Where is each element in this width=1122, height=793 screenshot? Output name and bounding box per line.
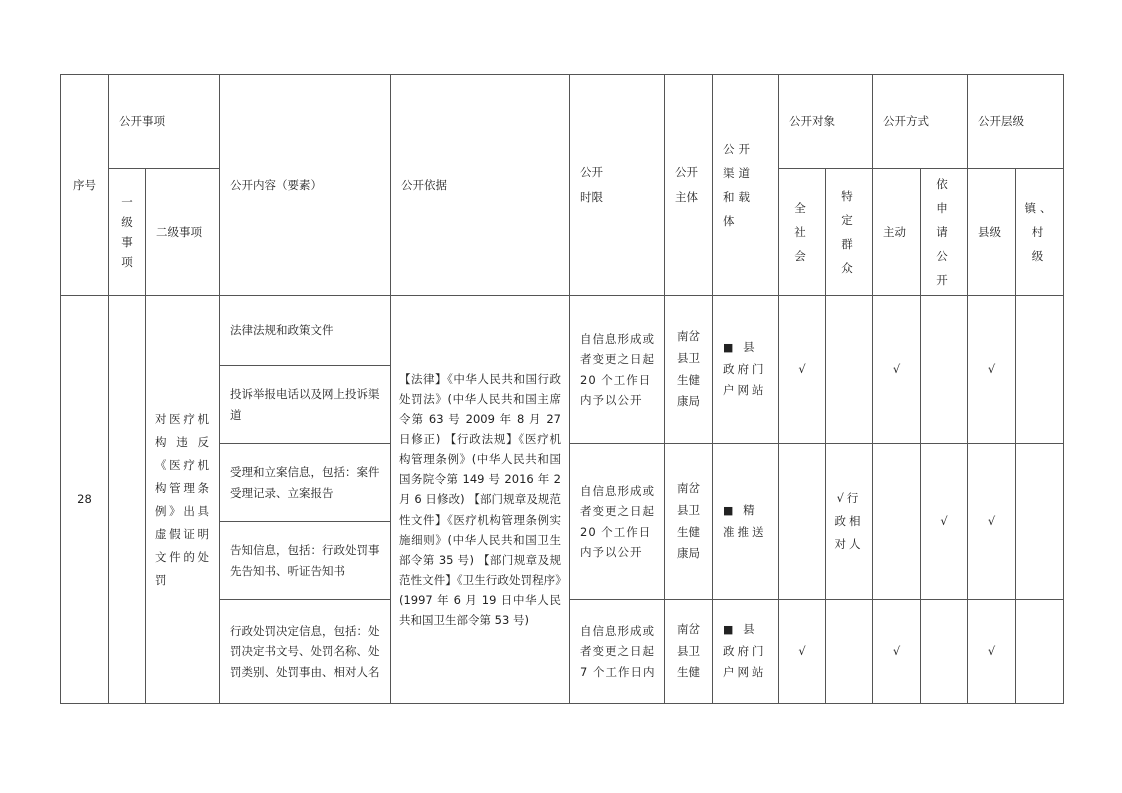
header-basis: 公开依据 bbox=[391, 75, 570, 296]
channel-3 bbox=[713, 600, 779, 704]
header-seq: 序号 bbox=[61, 75, 109, 296]
method-active-1: √ bbox=[873, 296, 921, 444]
header-level: 公开层级 bbox=[968, 75, 1064, 169]
target-specific-2: √行政相对人 bbox=[826, 444, 873, 600]
header-level-county: 县级 bbox=[968, 169, 1016, 296]
level-town-3 bbox=[1016, 600, 1064, 704]
header-level-town: 镇、村级 bbox=[1016, 169, 1064, 296]
row-seq: 28 bbox=[61, 296, 109, 704]
header-method-active: 主动 bbox=[873, 169, 921, 296]
channel-1 bbox=[713, 296, 779, 444]
header-target-all: 全社会 bbox=[779, 169, 826, 296]
row-level1 bbox=[109, 296, 146, 704]
channel-2 bbox=[713, 444, 779, 600]
square-bullet-icon: ■ bbox=[723, 622, 737, 636]
target-all-3: √ bbox=[779, 600, 826, 704]
level-county-3: √ bbox=[968, 600, 1016, 704]
time-limit-2: 自信息形成或者变更之日起 20 个工作日内予以公开 bbox=[570, 444, 665, 600]
channel-text-1: 县政府门户网站 bbox=[723, 339, 767, 398]
content-item-1: 法律法规和政策文件 bbox=[220, 296, 391, 366]
header-subject: 公开主体 bbox=[665, 75, 713, 296]
subject-2: 南岔县卫生健康局 bbox=[665, 444, 713, 600]
target-specific-1 bbox=[826, 296, 873, 444]
target-all-1: √ bbox=[779, 296, 826, 444]
channel-text-3: 县政府门户网站 bbox=[723, 621, 767, 680]
level-county-2: √ bbox=[968, 444, 1016, 600]
header-level2: 二级事项 bbox=[146, 169, 220, 296]
row-basis: 【法律】《中华人民共和国行政处罚法》(中华人民共和国主席令第 63 号 2009 年 8 月 27 日修正) 【行政法规】《医疗机构管理条例》(中华人民共和国国务院令第 149 号 2016 年 2 月 6 日修改) 【部门规章及规范性文件】《医疗机构管理条例实施细则》(中华人民共和国卫生部令第 35 号) 【部门规章及规范性文件】《卫生行政处罚程序》(1997 年 6 月 19 日中华人民共和国卫生部令第 53 号) bbox=[391, 296, 570, 704]
header-items: 公开事项 bbox=[109, 75, 220, 169]
header-level1: 一级事项 bbox=[109, 169, 146, 296]
target-all-2 bbox=[779, 444, 826, 600]
method-apply-2: √ bbox=[921, 444, 968, 600]
content-item-2: 投诉举报电话以及网上投诉渠道 bbox=[220, 366, 391, 444]
subject-3: 南岔县卫生健 bbox=[665, 600, 713, 704]
subject-1: 南岔县卫生健康局 bbox=[665, 296, 713, 444]
content-item-4: 告知信息，包括：行政处罚事先告知书、听证告知书 bbox=[220, 522, 391, 600]
content-item-3: 受理和立案信息，包括：案件受理记录、立案报告 bbox=[220, 444, 391, 522]
disclosure-table bbox=[60, 74, 1064, 704]
time-limit-1: 自信息形成或者变更之日起 20 个工作日内予以公开 bbox=[570, 296, 665, 444]
square-bullet-icon: ■ bbox=[723, 340, 737, 354]
header-channel: 公开渠道和载体 bbox=[713, 75, 779, 296]
header-content: 公开内容（要素） bbox=[220, 75, 391, 296]
method-active-3: √ bbox=[873, 600, 921, 704]
row-level2: 对医疗机构违反《医疗机构管理条例》出具虚假证明文件的处罚 bbox=[146, 296, 220, 704]
method-active-2 bbox=[873, 444, 921, 600]
level-county-1: √ bbox=[968, 296, 1016, 444]
method-apply-3 bbox=[921, 600, 968, 704]
content-item-5: 行政处罚决定信息，包括：处罚决定书文号、处罚名称、处罚类别、处罚事由、相对人名 bbox=[220, 600, 391, 704]
header-target: 公开对象 bbox=[779, 75, 873, 169]
level-town-2 bbox=[1016, 444, 1064, 600]
channel-text-2: 精准推送 bbox=[723, 502, 767, 539]
time-limit-3: 自信息形成或者变更之日起 7 个工作日内 bbox=[570, 600, 665, 704]
header-target-specific: 特定群众 bbox=[826, 169, 873, 296]
method-apply-1 bbox=[921, 296, 968, 444]
level-town-1 bbox=[1016, 296, 1064, 444]
header-time-limit: 公开时限 bbox=[570, 75, 665, 296]
header-method-apply: 依申请公开 bbox=[921, 169, 968, 296]
header-method: 公开方式 bbox=[873, 75, 968, 169]
square-bullet-icon: ■ bbox=[723, 503, 737, 517]
target-specific-3 bbox=[826, 600, 873, 704]
